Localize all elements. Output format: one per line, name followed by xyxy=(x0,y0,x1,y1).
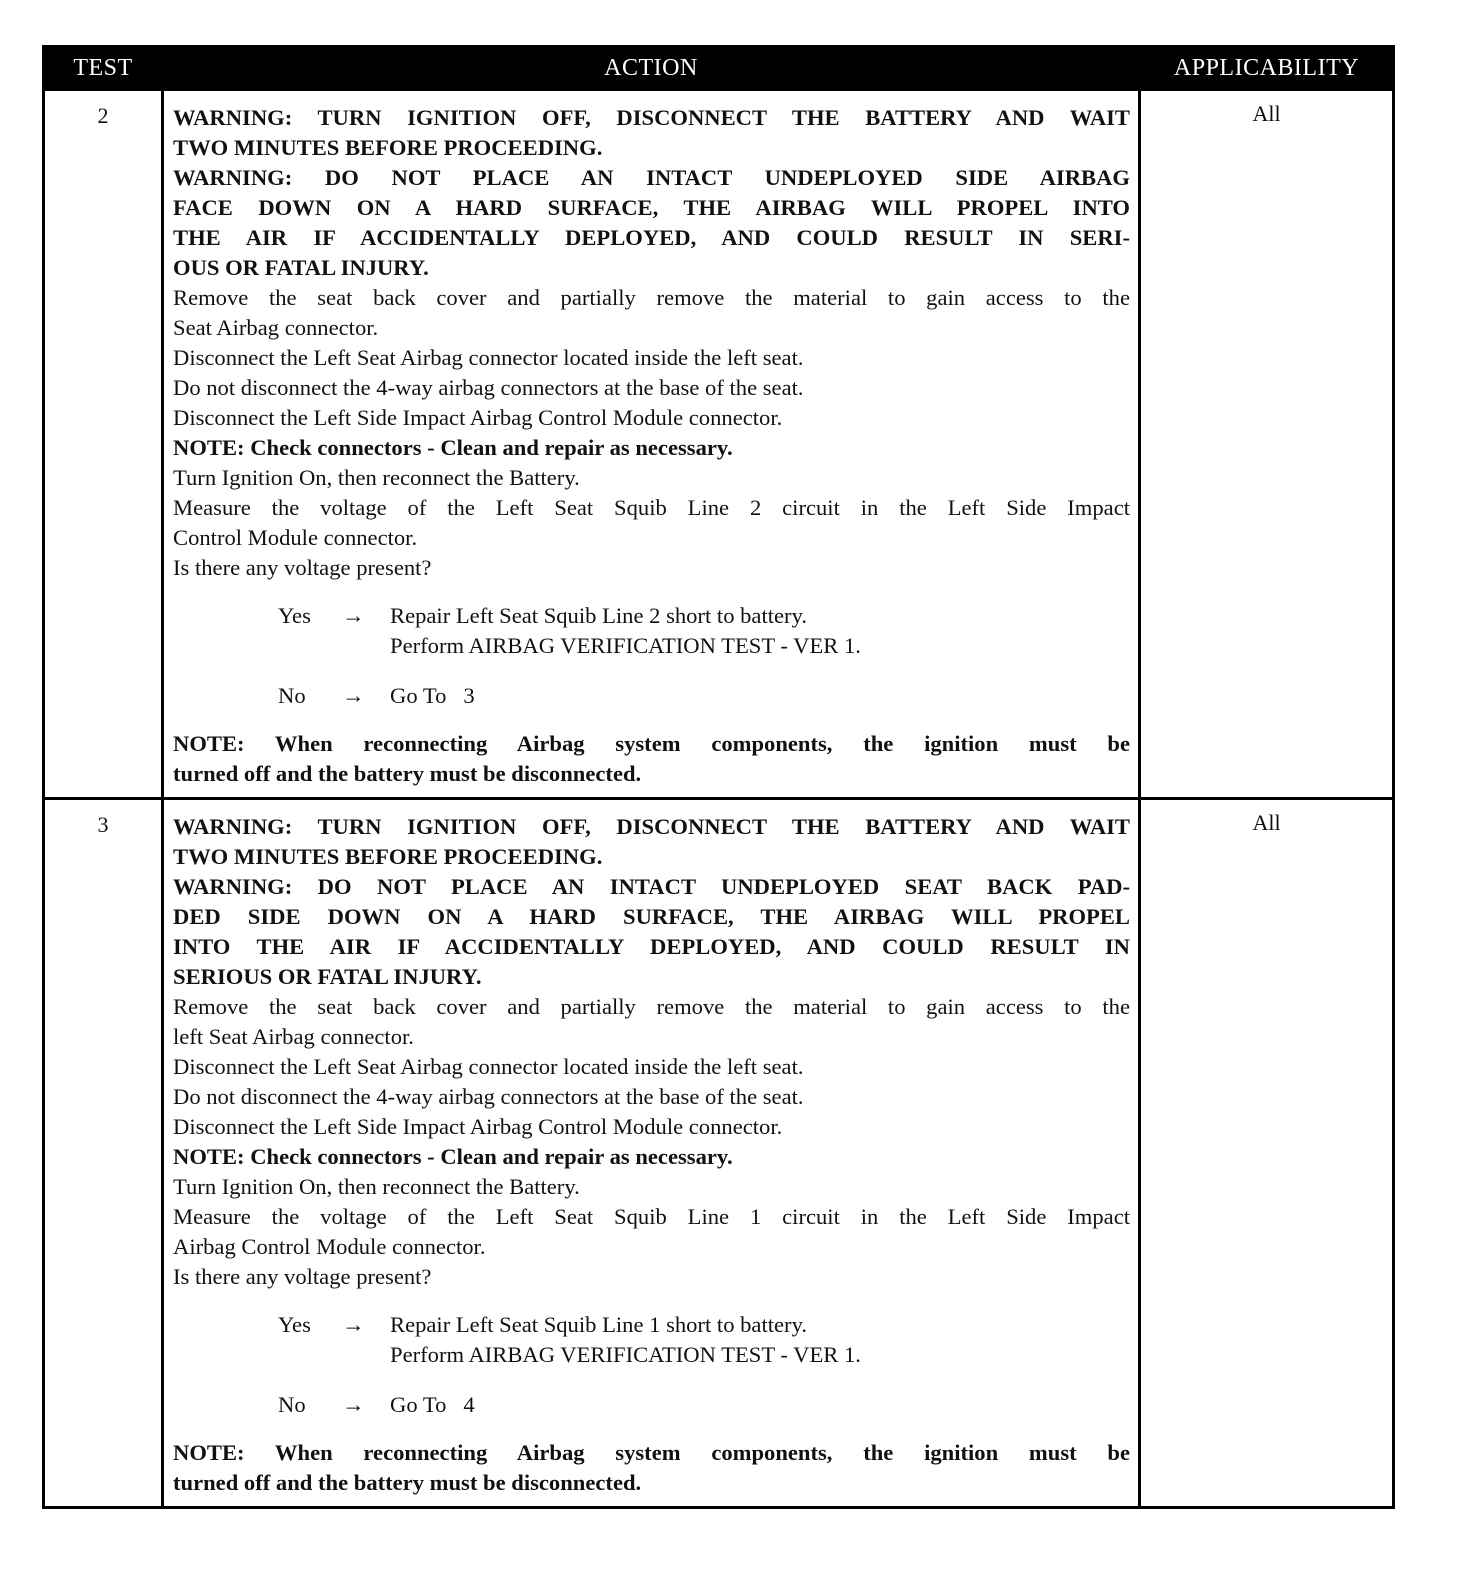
warning-line: WARNING: DO NOT PLACE AN INTACT UNDEPLOYED SIDE AIRBAG xyxy=(173,165,1130,190)
warning-line: INTO THE AIR IF ACCIDENTALLY DEPLOYED, AND COULD RESULT IN xyxy=(173,934,1130,959)
instruction-line: Disconnect the Left Side Impact Airbag Control Module connector. xyxy=(173,405,783,430)
yes-action-continued: Perform AIRBAG VERIFICATION TEST - VER 1. xyxy=(390,633,861,658)
question-line: Is there any voltage present? xyxy=(173,1264,432,1289)
yes-action: Repair Left Seat Squib Line 2 short to battery. xyxy=(390,603,808,628)
instruction-line: Do not disconnect the 4-way airbag connectors at the base of the seat. xyxy=(173,1084,804,1109)
warning-line: WARNING: TURN IGNITION OFF, DISCONNECT THE BATTERY AND WAIT xyxy=(173,814,1130,839)
warning-line: THE AIR IF ACCIDENTALLY DEPLOYED, AND COULD RESULT IN SERI- xyxy=(173,225,1130,250)
warning-line: FACE DOWN ON A HARD SURFACE, THE AIRBAG WILL PROPEL INTO xyxy=(173,195,1130,220)
no-label: No xyxy=(278,683,306,708)
instruction-line: Measure the voltage of the Left Seat Squib Line 1 circuit in the Left Side Impact xyxy=(173,1204,1130,1229)
yes-branch xyxy=(173,1310,1130,1370)
header-action: ACTION xyxy=(163,47,1140,90)
instruction-line: Disconnect the Left Seat Airbag connector located inside the left seat. xyxy=(173,345,804,370)
instruction-line: Airbag Control Module connector. xyxy=(173,1234,486,1259)
action-cell xyxy=(163,799,1140,1508)
diagnostic-table xyxy=(42,45,1395,1509)
warning-line: TWO MINUTES BEFORE PROCEEDING. xyxy=(173,844,603,869)
table-header-row xyxy=(44,47,1394,90)
note-line: NOTE: When reconnecting Airbag system components, the ignition must be xyxy=(173,1440,1130,1465)
no-branch xyxy=(278,681,1130,711)
instruction-line: Control Module connector. xyxy=(173,525,418,550)
right-arrow-icon: → xyxy=(342,603,365,628)
no-branch xyxy=(278,1390,1130,1420)
note-line: NOTE: Check connectors - Clean and repair as necessary. xyxy=(173,1144,733,1169)
instruction-line: Turn Ignition On, then reconnect the Battery. xyxy=(173,1174,580,1199)
note-line: NOTE: Check connectors - Clean and repair as necessary. xyxy=(173,435,733,460)
note-line: turned off and the battery must be disconnected. xyxy=(173,1470,642,1495)
warning-line: DED SIDE DOWN ON A HARD SURFACE, THE AIRBAG WILL PROPEL xyxy=(173,904,1130,929)
note-line: NOTE: When reconnecting Airbag system components, the ignition must be xyxy=(173,731,1130,756)
note-line: turned off and the battery must be disconnected. xyxy=(173,761,642,786)
instruction-line: left Seat Airbag connector. xyxy=(173,1024,414,1049)
right-arrow-icon: → xyxy=(342,1312,365,1337)
yes-action: Repair Left Seat Squib Line 1 short to battery. xyxy=(390,1312,808,1337)
warning-line: OUS OR FATAL INJURY. xyxy=(173,255,429,280)
no-action: Go To 3 xyxy=(390,683,475,708)
applicability-value: All xyxy=(1140,90,1394,799)
instruction-line: Disconnect the Left Side Impact Airbag Control Module connector. xyxy=(173,1114,783,1139)
yes-action-continued: Perform AIRBAG VERIFICATION TEST - VER 1. xyxy=(390,1342,861,1367)
instruction-line: Remove the seat back cover and partially remove the material to gain access to the xyxy=(173,994,1130,1019)
table-row xyxy=(44,799,1394,1508)
instruction-line: Remove the seat back cover and partially remove the material to gain access to the xyxy=(173,285,1130,310)
action-cell xyxy=(163,90,1140,799)
warning-line: SERIOUS OR FATAL INJURY. xyxy=(173,964,482,989)
warning-line: WARNING: TURN IGNITION OFF, DISCONNECT THE BATTERY AND WAIT xyxy=(173,105,1130,130)
table-row xyxy=(44,90,1394,799)
instruction-line: Disconnect the Left Seat Airbag connector located inside the left seat. xyxy=(173,1054,804,1079)
right-arrow-icon: → xyxy=(342,683,365,708)
no-action: Go To 4 xyxy=(390,1392,475,1417)
yes-branch xyxy=(173,601,1130,661)
diagnostic-table-sheet xyxy=(42,45,1392,1509)
warning-line: TWO MINUTES BEFORE PROCEEDING. xyxy=(173,135,603,160)
no-label: No xyxy=(278,1392,306,1417)
right-arrow-icon: → xyxy=(342,1392,365,1417)
question-line: Is there any voltage present? xyxy=(173,555,432,580)
header-test: TEST xyxy=(44,47,163,90)
applicability-value: All xyxy=(1140,799,1394,1508)
header-applicability: APPLICABILITY xyxy=(1140,47,1394,90)
yes-label: Yes xyxy=(278,603,311,628)
instruction-line: Turn Ignition On, then reconnect the Battery. xyxy=(173,465,580,490)
instruction-line: Do not disconnect the 4-way airbag connectors at the base of the seat. xyxy=(173,375,804,400)
yes-label: Yes xyxy=(278,1312,311,1337)
test-number: 2 xyxy=(44,90,163,799)
warning-line: WARNING: DO NOT PLACE AN INTACT UNDEPLOYED SEAT BACK PAD- xyxy=(173,874,1130,899)
test-number: 3 xyxy=(44,799,163,1508)
instruction-line: Measure the voltage of the Left Seat Squib Line 2 circuit in the Left Side Impact xyxy=(173,495,1130,520)
instruction-line: Seat Airbag connector. xyxy=(173,315,379,340)
